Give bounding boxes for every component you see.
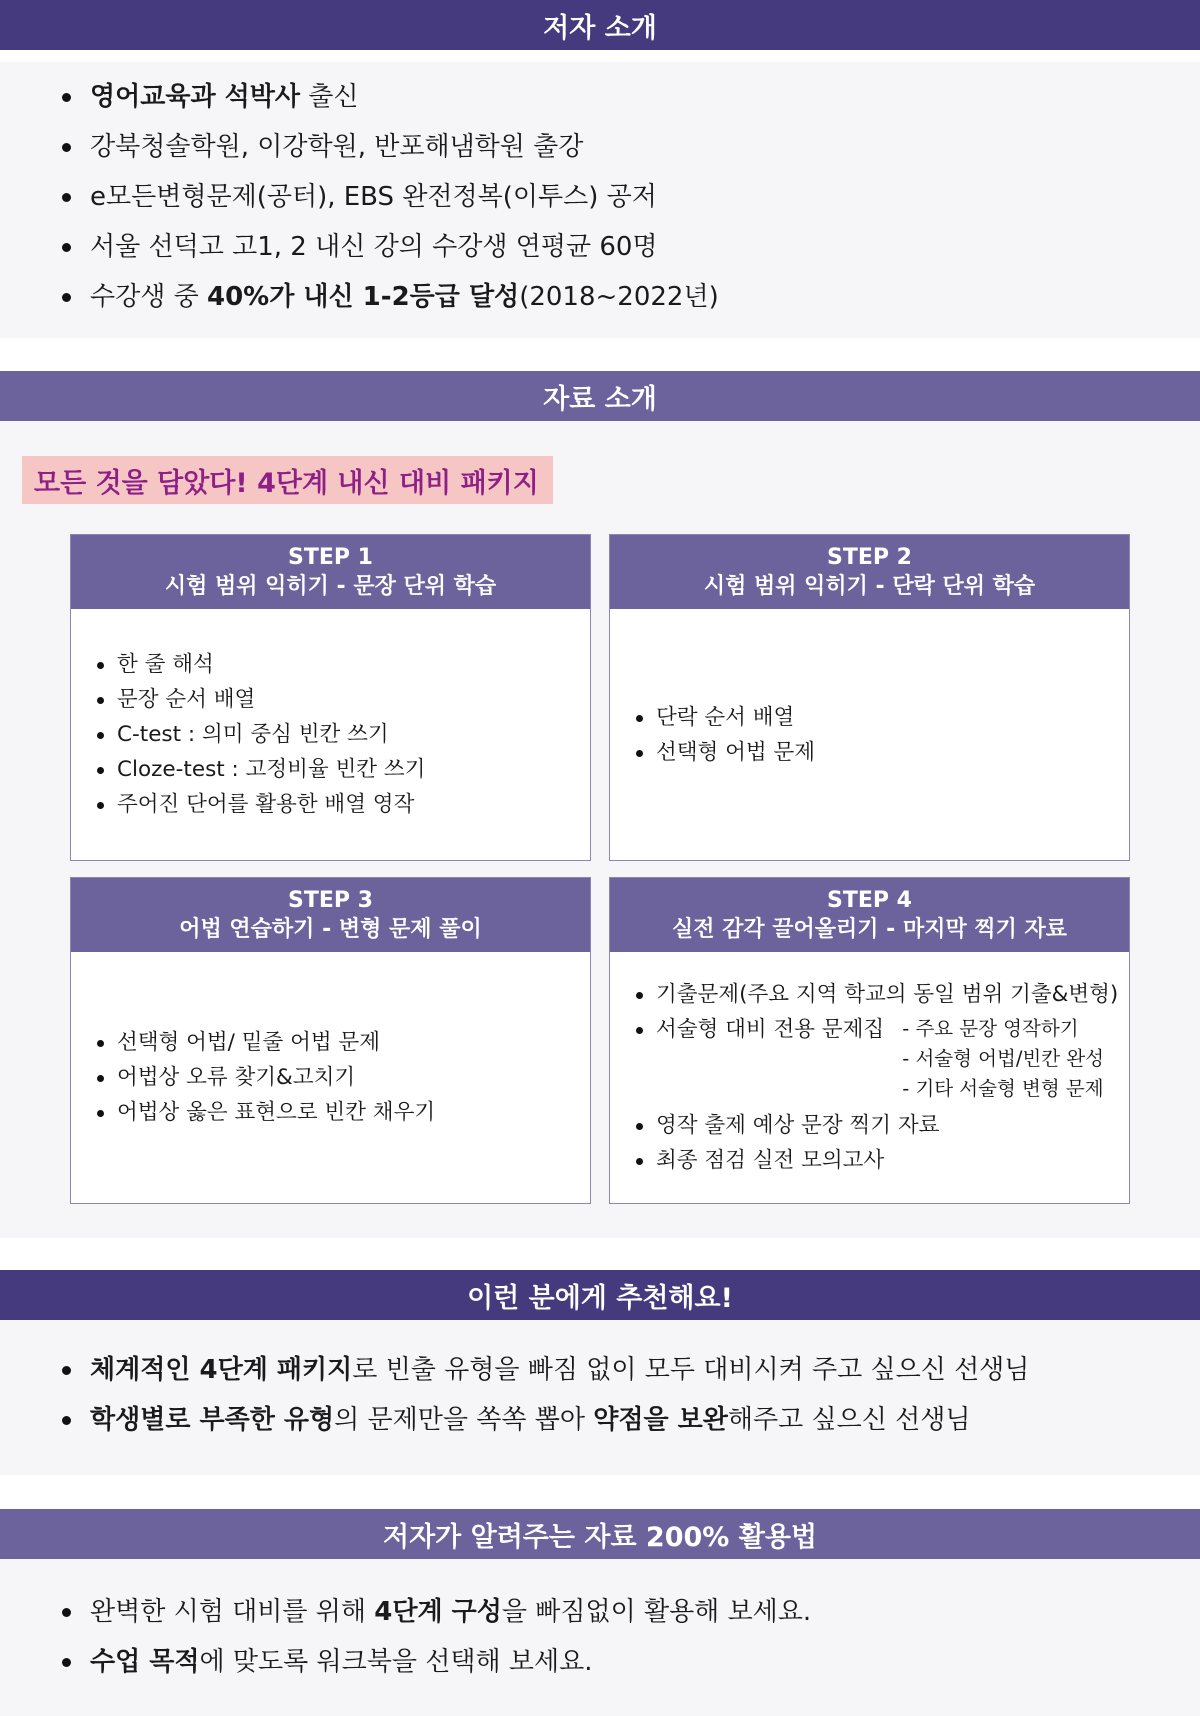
list-item: e모든변형문제(공터), EBS 완전정복(이투스) 공저 [58,172,719,222]
list-item: 어법상 옳은 표현으로 빈칸 채우기 [95,1095,590,1130]
step-3-list [71,1025,590,1130]
material-section-header [0,371,1200,421]
step-1-header [71,535,590,609]
list-item: 어법상 오류 찾기&고치기 [95,1060,590,1095]
step-subtitle: 실전 감각 끌어올리기 - 마지막 찍기 자료 [671,917,1068,942]
step-2-card [609,534,1130,861]
list-item: 강북청솔학원, 이강학원, 반포해냄학원 출강 [58,122,719,172]
list-item: 기출문제(주요 지역 학교의 동일 범위 기출&변형) [634,977,1129,1012]
list-item: 단락 순서 배열 [634,700,1129,735]
sub-item: - 기타 서술형 변형 문제 [902,1077,1104,1100]
author-section-panel [0,62,1200,338]
step-1-card [70,534,591,861]
list-item: 문장 순서 배열 [95,682,590,717]
step-label: STEP 3 [288,888,373,913]
usage-section-panel [0,1559,1200,1716]
list-item: 한 줄 해석 [95,647,590,682]
step-2-header [610,535,1129,609]
list-item: Cloze-test : 고정비율 빈칸 쓰기 [95,752,590,787]
list-item: C-test : 의미 중심 빈칸 쓰기 [95,717,590,752]
step-label: STEP 2 [827,545,912,570]
step-subtitle: 시험 범위 익히기 - 단락 단위 학습 [703,574,1036,599]
step-3-card [70,877,591,1204]
list-item: 선택형 어법/ 밑줄 어법 문제 [95,1025,590,1060]
list-item: 수업 목적에 맞도록 워크북을 선택해 보세요. [58,1637,811,1687]
step-label: STEP 1 [288,545,373,570]
sub-item: - 주요 문장 영작하기 [902,1017,1079,1040]
recommend-section-title: 이런 분에게 추천해요! [467,1282,733,1314]
usage-list [58,1587,811,1687]
step-3-header [71,878,590,952]
list-item: 서울 선덕고 고1, 2 내신 강의 수강생 연평균 60명 [58,222,719,272]
usage-section-title: 저자가 알려주는 자료 200% 활용법 [383,1521,817,1553]
recommend-section-panel [0,1320,1200,1475]
list-item: 선택형 어법 문제 [634,735,1129,770]
usage-section-header [0,1509,1200,1559]
list-item: 최종 점검 실전 모의고사 [634,1143,1129,1178]
list-item: 체계적인 4단계 패키지로 빈출 유형을 빠짐 없이 모두 대비시켜 주고 싶으신 선생님 [58,1345,1029,1395]
list-item: 완벽한 시험 대비를 위해 4단계 구성을 빠짐없이 활용해 보세요. [58,1587,811,1637]
sub-item: - 서술형 어법/빈칸 완성 [902,1047,1104,1070]
list-item: 학생별로 부족한 유형의 문제만을 쏙쏙 뽑아 약점을 보완해주고 싶으신 선생님 [58,1395,1029,1445]
step-subtitle: 시험 범위 익히기 - 문장 단위 학습 [164,574,497,599]
package-tagline: 모든 것을 담았다! 4단계 내신 대비 패키지 [22,456,553,504]
step-1-list [71,647,590,822]
recommend-list [58,1345,1029,1445]
step-4-sublist [884,1014,1104,1104]
recommend-section-header [0,1270,1200,1320]
material-section-title: 자료 소개 [543,383,657,415]
author-section-title: 저자 소개 [543,12,657,44]
step-label: STEP 4 [827,888,912,913]
step-subtitle: 어법 연습하기 - 변형 문제 풀이 [179,917,482,942]
list-item: 수강생 중 40%가 내신 1-2등급 달성(2018~2022년) [58,272,719,322]
step-2-list [610,700,1129,770]
list-item: 영어교육과 석박사 출신 [58,72,719,122]
list-item: 영작 출제 예상 문장 찍기 자료 [634,1108,1129,1143]
list-item: 주어진 단어를 활용한 배열 영작 [95,787,590,822]
author-list [58,72,719,322]
list-item: 서술형 대비 전용 문제집 - 주요 문장 영작하기 - 서술형 어법/빈칸 완성 - 기타 서술형 변형 문제 [634,1012,1129,1104]
author-section-header [0,0,1200,50]
step-4-list [610,977,1129,1178]
step-4-header [610,878,1129,952]
step-4-card [609,877,1130,1204]
